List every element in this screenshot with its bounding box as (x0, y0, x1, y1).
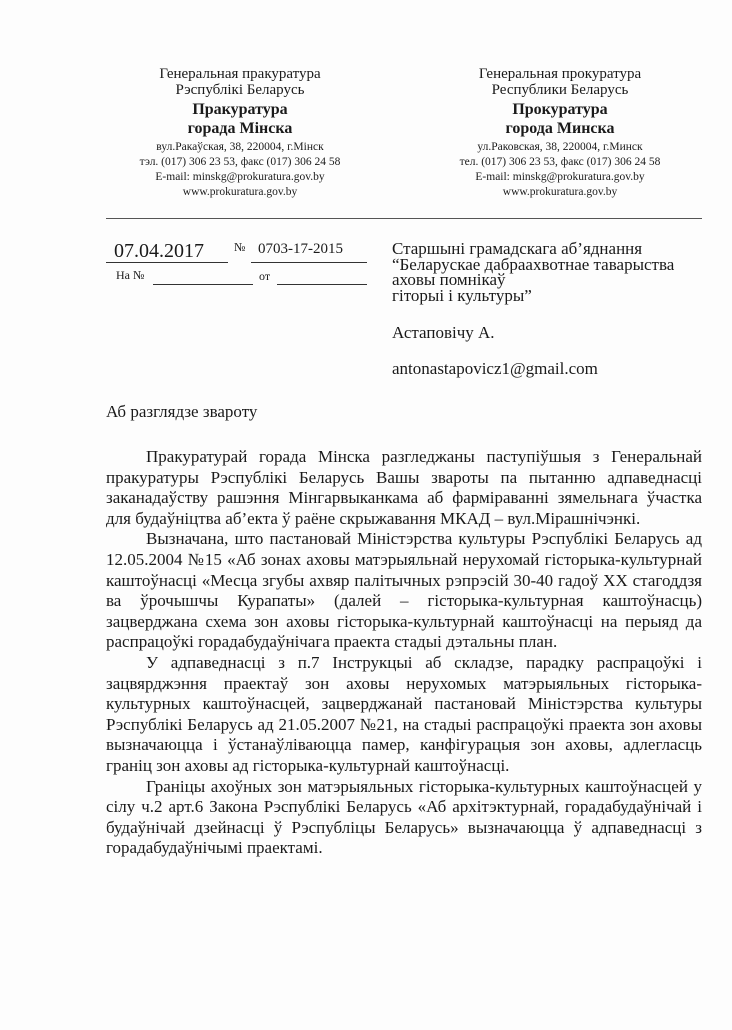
letterhead-address: вул.Ракаўская, 38, 220004, г.Мінск (156, 141, 324, 153)
letterhead-office-line2: горада Мінска (187, 120, 293, 137)
addressee-email: antonastapovicz1@gmail.com (392, 358, 598, 378)
reference-date-label: от (259, 269, 271, 283)
letterhead-office-line2: города Минска (505, 120, 615, 137)
letterhead-divider (106, 218, 702, 219)
addressee-block (392, 241, 722, 376)
letterhead-russian (420, 66, 700, 200)
number-underline (251, 262, 367, 263)
addressee-name: Астаповічу А. (392, 323, 495, 342)
reference-number-blank (153, 284, 253, 285)
letterhead-email: E-mail: minskg@prokuratura.gov.by (475, 171, 645, 183)
reference-date-blank (277, 284, 367, 285)
letterhead-belarusian (100, 66, 380, 200)
letterhead-org-line1: Генеральная пракуратура (159, 66, 321, 82)
letterhead-phone: тэл. (017) 306 23 53, факс (017) 306 24 58 (139, 156, 341, 168)
addressee-line4: гіторыі і культуры” (392, 285, 532, 305)
body-paragraph: Вызначана, што пастановай Міністэрства культуры Рэспублікі Беларусь ад 12.05.2004 №15 «Аб зонах аховы матэрыяльнай нерухомай гісторыка-культурнай каштоўнасці «Месца згубы ахвяр палітычных рэпрэсій 30-40 гадоў XX стагоддзя ва ўрочышчы Курапаты» (далей – гісторыка-культурная каштоўнасць) зацверджана схема зон аховы гісторыка-культурнай каштоўнасці на перыяд да распрацоўкі горадабудаўнічага праекта стадыі дэтальны план. (106, 529, 702, 652)
letterhead-email: E-mail: minskg@prokuratura.gov.by (155, 171, 325, 183)
body-paragraph: Пракуратурай горада Мінска разгледжаны паступіўшыя з Генеральнай пракуратуры Рэспублікі Беларусь Вашы звароты па пытанню адпаведнасці заканадаўству рашэння Мінгарвыканкама аб фарміраванні зямельнага ўчастка для будаўніцтва аб’екта ў раёне скрыжавання МКАД – вул.Мірашнічэнкі. (106, 447, 702, 528)
letterhead-org-line2: Республики Беларусь (491, 82, 629, 98)
letterhead-org-line2: Рэспублікі Беларусь (175, 82, 305, 98)
date-underline (106, 262, 228, 263)
body-paragraph: Граніцы ахоўных зон матэрыяльных гісторыка-культурных каштоўнасцей у сілу ч.2 арт.6 Закона Рэспублікі Беларусь «Аб архітэктурнай, горадабудаўнічай і будаўнічай дзейнасці ў Рэспубліцы Беларусь» вызначаюцца ў адпаведнасці з горадабудаўнічымі праектамі. (106, 776, 702, 858)
number-sign: № (234, 240, 246, 254)
body-paragraph: У адпаведнасці з п.7 Інструкцыі аб складзе, парадку распрацоўкі і зацвярджэння праектаў зон аховы нерухомых матэрыяльных гісторыка-культурных каштоўнасцей, зацверджанай пастановай Міністэрства культуры Рэспублікі Беларусь ад 21.05.2007 №21, на стадыі распрацоўкі праекта зон аховы вызначаюцца і ўстанаўліваюцца памер, канфігурацыя зон аховы, адлегласць граніц зон аховы ад гісторыка-культурнай каштоўнасці. (106, 652, 702, 775)
addressee-line1: Старшыні грамадскага аб’яднання (392, 239, 643, 258)
registration-block (106, 240, 368, 300)
letterhead-phone: тел. (017) 306 23 53, факс (017) 306 24 58 (459, 156, 661, 168)
letterhead-org-line1: Генеральная прокуратура (478, 66, 642, 82)
reference-number-label: На № (116, 268, 145, 282)
letterhead-address: ул.Раковская, 38, 220004, г.Минск (477, 141, 643, 153)
letterhead-website: www.prokuratura.gov.by (182, 186, 298, 198)
document-number: 0703-17-2015 (258, 241, 343, 257)
letter-body (106, 447, 702, 859)
addressee-line3: аховы помнікаў (392, 270, 506, 289)
document-date: 07.04.2017 (114, 240, 204, 262)
letterhead-office-line1: Прокуратура (512, 101, 608, 118)
letterhead-office-line1: Пракуратура (192, 101, 288, 118)
addressee-line2: “Беларускае дабраахвотнае таварыства (392, 254, 675, 274)
letter-subject: Аб разглядзе звароту (106, 402, 258, 421)
letterhead-website: www.prokuratura.gov.by (502, 186, 618, 198)
